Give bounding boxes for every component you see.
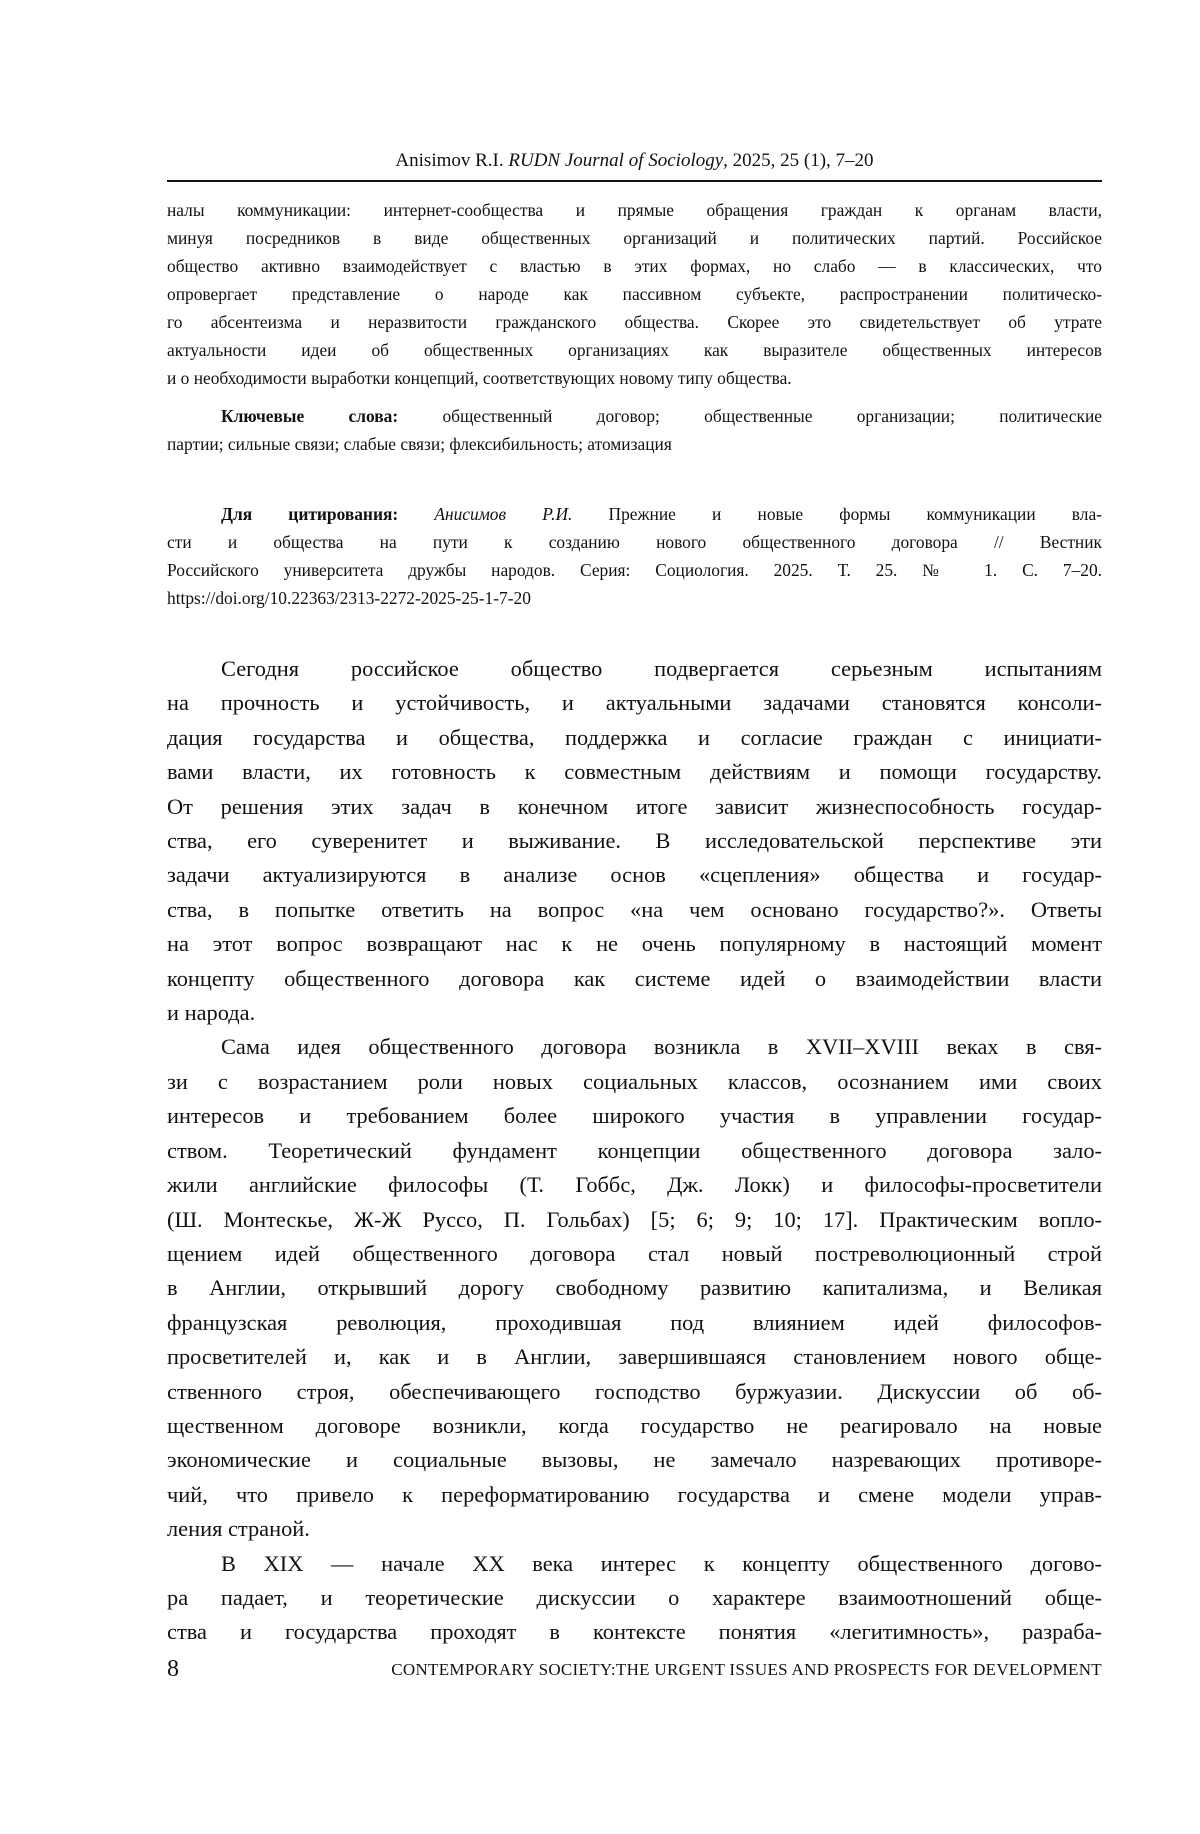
citation: [167, 500, 1102, 612]
paragraph-line: От решения этих задач в конечном итоге зависит жизнеспособность государ-: [167, 793, 1102, 819]
paragraph-line: щественном договоре возникли, когда государство не реагировало на новые: [167, 1412, 1102, 1438]
abstract-line: общество активно взаимодействует с властью в этих формах, но слабо — в классических, что: [167, 256, 1102, 276]
citation-author: Анисимов Р.И.: [398, 504, 573, 524]
paragraph-line: просветителей и, как и в Англии, завершившаяся становлением нового обще-: [167, 1344, 1102, 1370]
header-journal: RUDN Journal of Sociology: [508, 150, 724, 171]
paragraph-line: задачи актуализируются в анализе основ «сцепления» общества и государ-: [167, 862, 1102, 888]
paragraph: [167, 652, 1102, 1030]
paragraph-line: вами власти, их готовность к совместным действиям и помощи государству.: [167, 759, 1102, 785]
running-header: [167, 150, 1102, 172]
citation-line: [167, 500, 1102, 528]
paragraph-line: щением идей общественного договора стал новый постреволюционный строй: [167, 1240, 1102, 1266]
paragraph-line: ства, в попытке ответить на вопрос «на чем основано государство?». Ответы: [167, 896, 1102, 922]
paragraph-line: в Англии, открывший дорогу свободному развитию капитализма, и Великая: [167, 1275, 1102, 1301]
abstract-line: го абсентеизма и неразвитости гражданского общества. Скорее это свидетельствует об утрате: [167, 312, 1102, 332]
paragraph-line: на этот вопрос возвращают нас к не очень популярному в настоящий момент: [167, 931, 1102, 957]
article-body: [167, 652, 1102, 1650]
paragraph: [167, 1030, 1102, 1546]
keywords-text: общественный договор; общественные организации; политические: [398, 406, 1103, 426]
paragraph-line: ра падает, и теоретические дискуссии о характере взаимоотношений обще-: [167, 1584, 1102, 1610]
paragraph-line: чий, что привело к переформатированию государства и смене модели управ-: [167, 1481, 1102, 1507]
paragraph-line: ственного строя, обеспечивающего господство буржуазии. Дискуссии об об-: [167, 1378, 1102, 1404]
abstract-line: налы коммуникации: интернет-сообщества и прямые обращения граждан к органам власти,: [167, 200, 1102, 220]
doi-link[interactable]: https://doi.org/10.22363/2313-2272-2025-25-1-7-20: [167, 588, 531, 608]
paragraph-line: экономические и социальные вызовы, не замечало назревающих противоре-: [167, 1447, 1102, 1473]
paragraph-line: ления страной.: [167, 1516, 310, 1542]
abstract: [167, 196, 1102, 392]
section-title: CONTEMPORARY SOCIETY:THE URGENT ISSUES AND PROSPECTS FOR DEVELOPMENT: [391, 1660, 1102, 1679]
paragraph-line: ства, его суверенитет и выживание. В исследовательской перспективе эти: [167, 828, 1102, 854]
paragraph-line: ства и государства проходят в контексте понятия «легитимность», разраба-: [167, 1619, 1102, 1645]
keywords-line: партии; сильные связи; слабые связи; флексибильность; атомизация: [167, 434, 672, 454]
paragraph-line: В XIX — начале XX века интерес к концепту общественного догово-: [221, 1550, 1102, 1576]
citation-text: Прежние и новые формы коммуникации вла-: [572, 504, 1102, 524]
abstract-line: опровергает представление о народе как пассивном субъекте, распространении политическо-: [167, 284, 1102, 304]
keywords-line: [167, 402, 1102, 430]
paragraph-line: дация государства и общества, поддержка и согласие граждан с инициати-: [167, 724, 1102, 750]
keywords: [167, 402, 1102, 458]
abstract-line: и о необходимости выработки концепций, соответствующих новому типу общества.: [167, 368, 792, 388]
paragraph-line: интересов и требованием более широкого участия в управлении государ-: [167, 1103, 1102, 1129]
abstract-line: минуя посредников в виде общественных организаций и политических партий. Российское: [167, 228, 1102, 248]
citation-line: Российского университета дружбы народов. Серия: Социология. 2025. Т. 25. № 1. С. 7–20.: [167, 560, 1102, 580]
paragraph-line: жили английские философы (Т. Гоббс, Дж. Локк) и философы-просветители: [167, 1172, 1102, 1198]
paragraph-line: французская революция, проходившая под влиянием идей философов-: [167, 1309, 1102, 1335]
paragraph-line: зи с возрастанием роли новых социальных классов, осознанием ими своих: [167, 1068, 1102, 1094]
paragraph-line: (Ш. Монтескье, Ж-Ж Руссо, П. Гольбах) [5; 6; 9; 10; 17]. Практическим вопло-: [167, 1206, 1102, 1232]
paragraph-line: на прочность и устойчивость, и актуальными задачами становятся консоли-: [167, 690, 1102, 716]
header-author: Anisimov R.I.: [395, 150, 509, 171]
paragraph-line: и народа.: [167, 1000, 256, 1026]
page-number: 8: [167, 1656, 179, 1682]
header-rule: [167, 180, 1102, 182]
citation-line: сти и общества на пути к созданию нового общественного договора // Вестник: [167, 532, 1102, 552]
citation-label: Для цитирования:: [221, 504, 399, 524]
abstract-line: актуальности идеи об общественных организациях как выразителе общественных интересов: [167, 340, 1102, 360]
header-issue: , 2025, 25 (1), 7–20: [723, 150, 874, 171]
paragraph: [167, 1547, 1102, 1650]
keywords-label: Ключевые слова:: [221, 406, 399, 426]
paragraph-line: концепту общественного договора как системе идей о взаимодействии власти: [167, 965, 1102, 991]
paragraph-line: Сегодня российское общество подвергается серьезным испытаниям: [221, 656, 1102, 681]
paragraph-line: Сама идея общественного договора возникла в XVII–XVIII веках в свя-: [221, 1034, 1102, 1060]
paragraph-line: ством. Теоретический фундамент концепции общественного договора зало-: [167, 1137, 1102, 1163]
